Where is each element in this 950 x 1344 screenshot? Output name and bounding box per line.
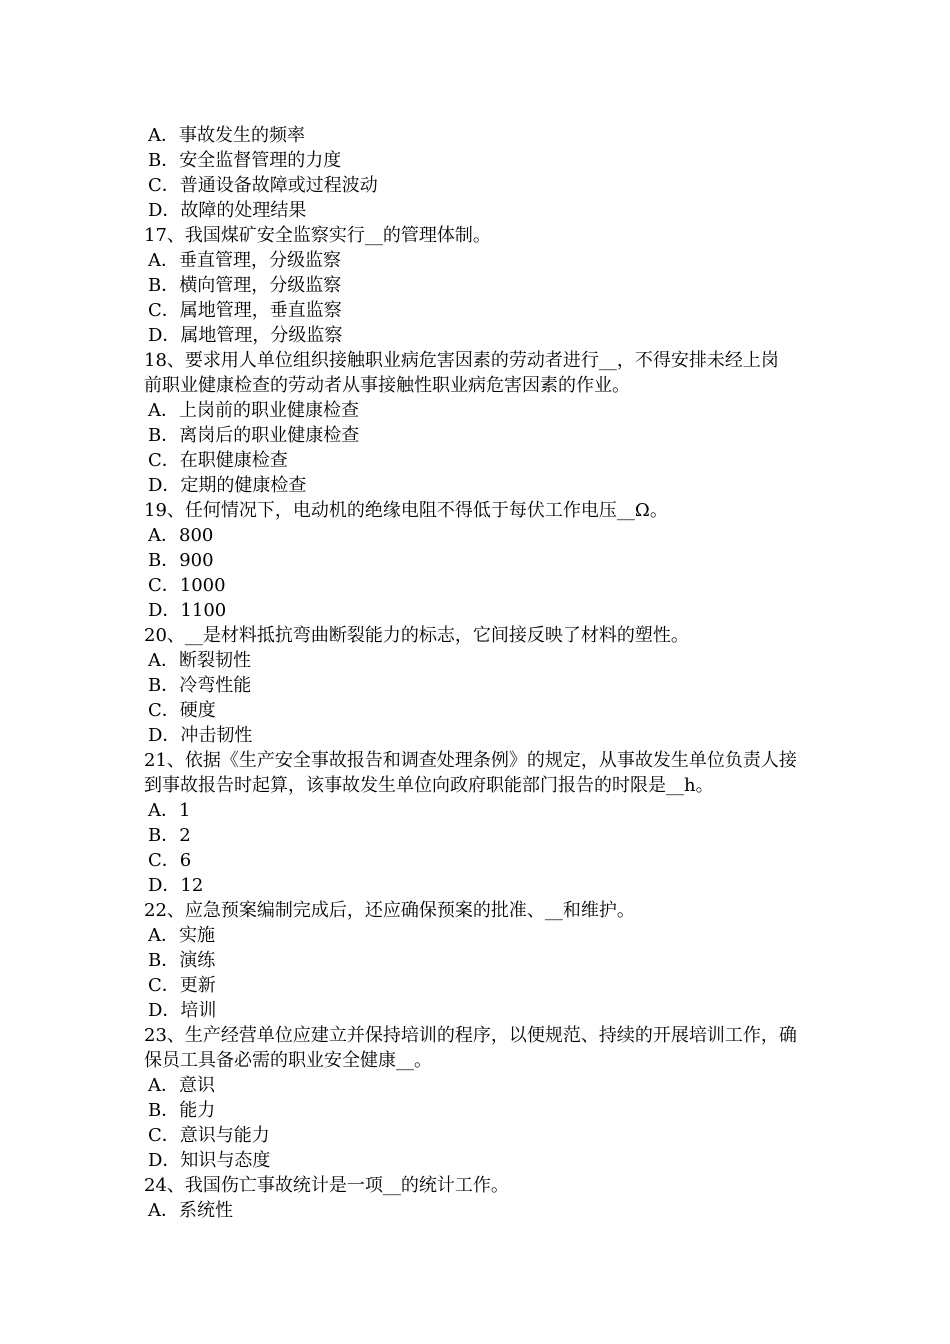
question-stem-line: 到事故报告时起算，该事故发生单位向政府职能部门报告的时限是__h。: [144, 775, 714, 796]
question-stem-line: 18、要求用人单位组织接触职业病危害因素的劳动者进行__，不得安排未经上岗: [144, 350, 779, 371]
answer-option: D．1100: [148, 600, 227, 621]
answer-option: A．事故发生的频率: [148, 125, 305, 146]
question-stem: 22、应急预案编制完成后，还应确保预案的批准、__和维护。: [144, 900, 635, 921]
answer-option: B．离岗后的职业健康检查: [148, 425, 360, 446]
answer-option: C．硬度: [148, 700, 216, 721]
answer-option: B．冷弯性能: [148, 675, 252, 696]
answer-option: A．实施: [148, 925, 215, 946]
answer-option: B．演练: [148, 950, 216, 971]
answer-option: C．属地管理，垂直监察: [148, 300, 342, 321]
exam-questions-body: [144, 123, 810, 1223]
question-stem-line: 21、依据《生产安全事故报告和调查处理条例》的规定，从事故发生单位负责人接: [144, 750, 797, 771]
answer-option: B．2: [148, 825, 191, 846]
question-stem-line: 保员工具备必需的职业安全健康__。: [144, 1050, 432, 1071]
answer-option: D．定期的健康检查: [148, 475, 307, 496]
answer-option: A．垂直管理，分级监察: [148, 250, 341, 271]
answer-option: B．横向管理，分级监察: [148, 275, 342, 296]
question-stem-line: 23、生产经营单位应建立并保持培训的程序，以便规范、持续的开展培训工作，确: [144, 1025, 797, 1046]
answer-option: A．系统性: [148, 1200, 233, 1221]
answer-option: A．断裂韧性: [148, 650, 251, 671]
answer-option: D．12: [148, 875, 204, 896]
answer-option: D．培训: [148, 1000, 217, 1021]
question-stem: [144, 748, 810, 798]
question-stem: 19、任何情况下，电动机的绝缘电阻不得低于每伏工作电压__Ω。: [144, 500, 668, 521]
answer-option: C．更新: [148, 975, 216, 996]
answer-option: A．上岗前的职业健康检查: [148, 400, 359, 421]
answer-option: D．故障的处理结果: [148, 200, 307, 221]
question-stem: [144, 348, 810, 398]
answer-option: A．1: [148, 800, 191, 821]
question-stem: [144, 1023, 810, 1073]
answer-option: D．知识与态度: [148, 1150, 271, 1171]
answer-option: C．意识与能力: [148, 1125, 270, 1146]
answer-option: C．1000: [148, 575, 226, 596]
question-stem: 20、__是材料抵抗弯曲断裂能力的标志，它间接反映了材料的塑性。: [144, 625, 689, 646]
answer-option: C．在职健康检查: [148, 450, 288, 471]
answer-option: C．普通设备故障或过程波动: [148, 175, 378, 196]
answer-option: C．6: [148, 850, 192, 871]
question-stem: 17、我国煤矿安全监察实行__的管理体制。: [144, 225, 491, 246]
question-stem-line: 前职业健康检查的劳动者从事接触性职业病危害因素的作业。: [144, 375, 630, 396]
answer-option: B．能力: [148, 1100, 216, 1121]
answer-option: A．800: [148, 525, 214, 546]
answer-option: B．安全监督管理的力度: [148, 150, 342, 171]
answer-option: A．意识: [148, 1075, 215, 1096]
answer-option: D．属地管理，分级监察: [148, 325, 343, 346]
answer-option: B．900: [148, 550, 214, 571]
question-stem: 24、我国伤亡事故统计是一项__的统计工作。: [144, 1175, 509, 1196]
answer-option: D．冲击韧性: [148, 725, 253, 746]
